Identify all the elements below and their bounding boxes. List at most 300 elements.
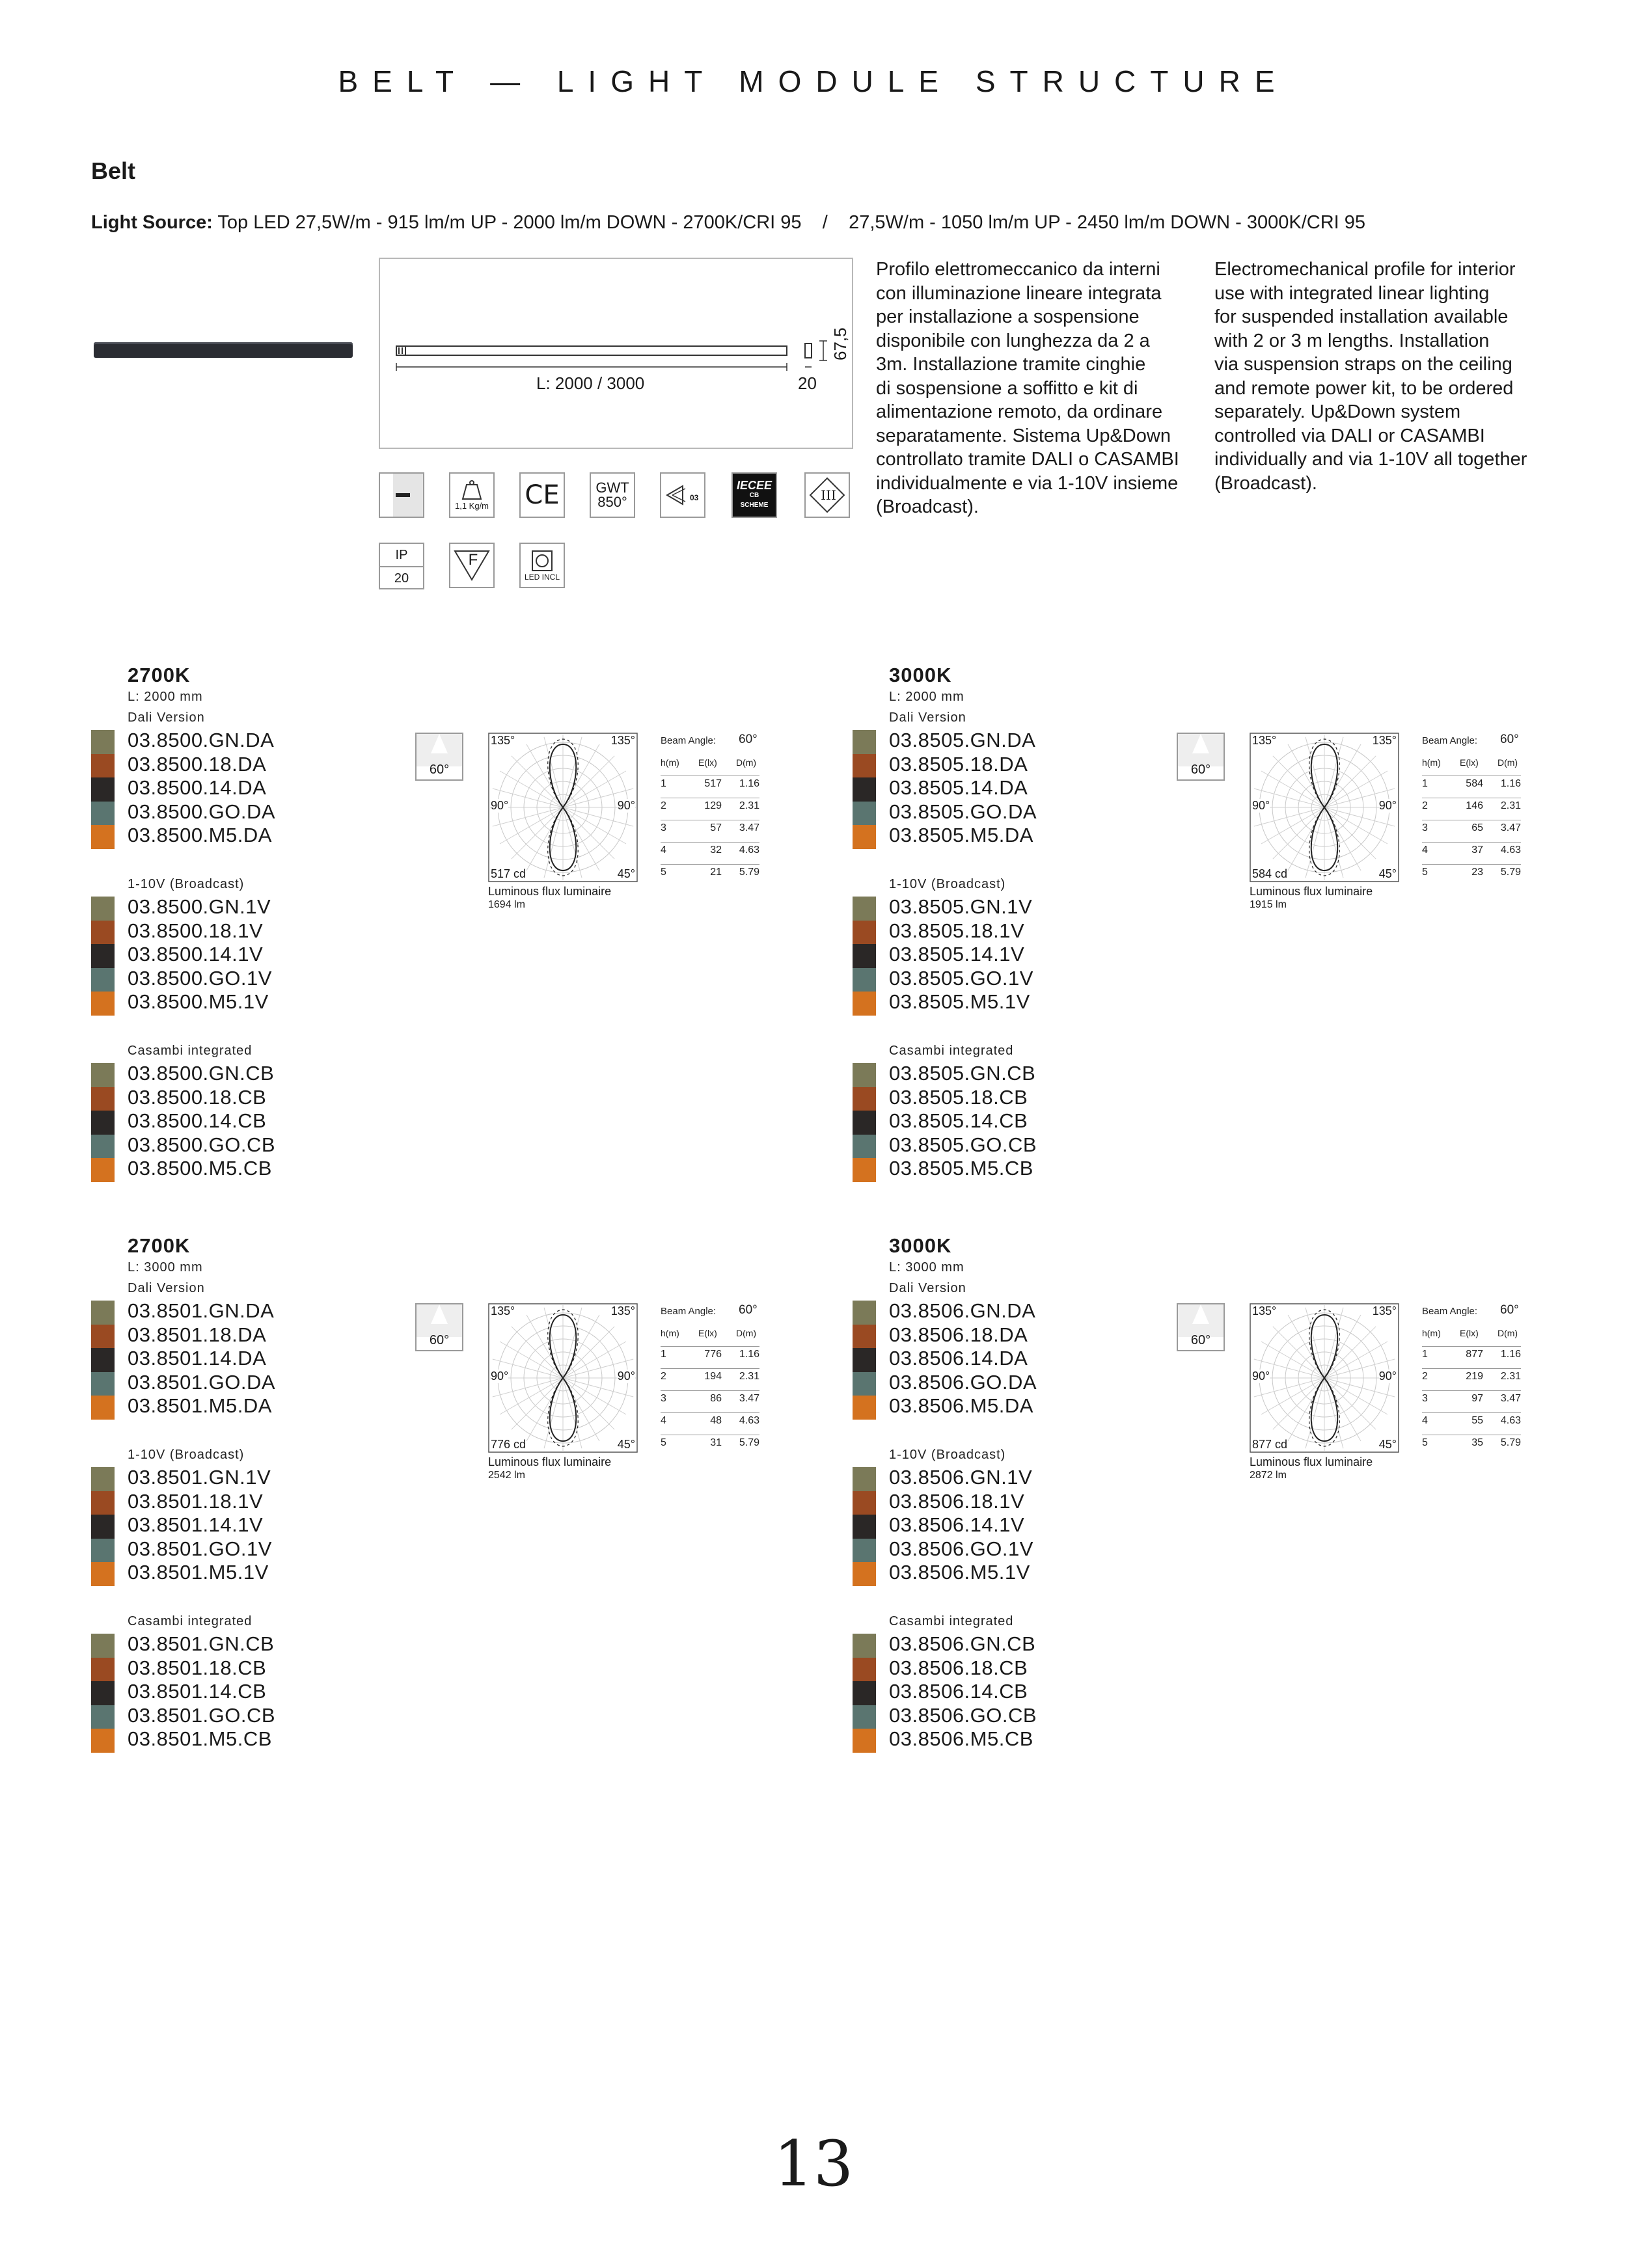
iecee-scheme: SCHEME <box>740 501 769 509</box>
finish-swatch <box>853 921 876 945</box>
drawing-section <box>805 344 812 358</box>
product-code[interactable]: 03.8500.18.CB <box>128 1085 267 1109</box>
finish-swatch <box>853 1158 876 1182</box>
col-e-header: E(lx) <box>1460 757 1479 768</box>
finish-swatch <box>853 1348 876 1372</box>
table-cell-d: 1.16 <box>1500 1349 1521 1360</box>
beam-angle-icon <box>415 1303 463 1351</box>
finish-swatch <box>853 1658 876 1682</box>
finish-swatch <box>853 730 876 754</box>
product-code[interactable]: 03.8500.M5.CB <box>128 1157 272 1180</box>
cct-heading: 3000K <box>889 1234 952 1257</box>
product-code[interactable]: 03.8506.GN.DA <box>889 1299 1036 1322</box>
desc-it-line: 3m. Installazione tramite cinghie <box>876 354 1146 375</box>
beam-angle-icon <box>1177 1303 1225 1351</box>
finish-swatch <box>853 944 876 968</box>
polar-diagram <box>488 1303 638 1453</box>
finish-swatch <box>91 1325 115 1349</box>
finish-swatch <box>853 1087 876 1111</box>
finish-swatch <box>853 1562 876 1586</box>
angle-45: 45° <box>617 867 635 880</box>
table-rule <box>1422 864 1521 865</box>
table-cell-e: 877 <box>1466 1349 1483 1360</box>
finish-swatch <box>91 1372 115 1396</box>
table-cell-d: 2.31 <box>739 800 759 811</box>
table-cell-e: 32 <box>710 844 722 856</box>
table-cell-e: 21 <box>710 867 722 878</box>
finish-swatch <box>91 968 115 992</box>
table-rule <box>1422 1346 1521 1347</box>
product-code[interactable]: 03.8505.M5.DA <box>889 824 1033 846</box>
table-rule <box>1422 1390 1521 1391</box>
finish-swatch <box>91 1705 115 1729</box>
v110-group-label: 1-10V (Broadcast) <box>128 877 245 891</box>
table-cell-h: 2 <box>661 800 666 811</box>
table-cell-h: 1 <box>661 1349 666 1360</box>
table-cell-d: 3.47 <box>1500 1393 1521 1404</box>
col-e-header: E(lx) <box>698 1328 717 1338</box>
product-code[interactable]: 03.8501.M5.1V <box>128 1561 269 1584</box>
illuminance-table <box>1422 1303 1526 1453</box>
finish-swatch <box>91 1063 115 1087</box>
product-code[interactable]: 03.8505.GN.CB <box>889 1062 1036 1085</box>
finish-swatch <box>853 1111 876 1135</box>
finish-swatch <box>91 897 115 921</box>
product-code[interactable]: 03.8505.M5.CB <box>889 1157 1033 1180</box>
table-cell-h: 5 <box>1422 1437 1428 1448</box>
v110-group-label: 1-10V (Broadcast) <box>889 1448 1006 1462</box>
product-code[interactable]: 03.8501.M5.DA <box>128 1394 272 1417</box>
angle-90-left: 90° <box>491 799 509 812</box>
table-cell-e: 219 <box>1466 1371 1483 1382</box>
product-code[interactable]: 03.8506.14.DA <box>889 1347 1028 1370</box>
casambi-group-label: Casambi integrated <box>889 1044 1014 1058</box>
desc-en-line: with 2 or 3 m lengths. Installation <box>1214 330 1490 351</box>
angle-45: 45° <box>617 1438 635 1451</box>
finish-swatch <box>853 1705 876 1729</box>
product-code[interactable]: 03.8506.M5.1V <box>889 1561 1030 1584</box>
finish-swatch <box>91 777 115 802</box>
table-rule <box>661 1368 759 1369</box>
v110-group-label: 1-10V (Broadcast) <box>889 877 1006 891</box>
drawing-length-label: L: 2000 / 3000 <box>536 373 645 393</box>
table-cell-d: 2.31 <box>1500 800 1521 811</box>
table-cell-e: 55 <box>1471 1415 1483 1426</box>
table-cell-e: 517 <box>704 778 722 789</box>
finish-swatch <box>853 1515 876 1539</box>
product-code[interactable]: 03.8501.14.1V <box>128 1513 264 1536</box>
product-profile-image <box>94 342 353 358</box>
beam-angle-icon-label: 60° <box>1190 763 1211 777</box>
light-source-label: Light Source: <box>91 212 213 233</box>
iec-compliance-icon <box>660 472 705 518</box>
finish-swatch <box>91 944 115 968</box>
polar-diagram <box>488 733 638 882</box>
product-code[interactable]: 03.8500.GN.CB <box>128 1062 275 1085</box>
col-e-header: E(lx) <box>698 757 717 768</box>
desc-en-line: for suspended installation available <box>1214 306 1509 327</box>
drawing-profile-outline <box>396 346 787 355</box>
finish-swatch <box>853 1396 876 1420</box>
finish-swatch <box>91 1562 115 1586</box>
col-d-header: D(m) <box>736 757 757 768</box>
product-code[interactable]: 03.8501.GN.CB <box>128 1632 275 1655</box>
table-cell-h: 4 <box>661 844 666 856</box>
product-code[interactable]: 03.8501.GN.1V <box>128 1466 271 1489</box>
table-cell-d: 4.63 <box>1500 1415 1521 1426</box>
product-code[interactable]: 03.8505.M5.1V <box>889 990 1030 1013</box>
gwt-value: 850° <box>597 494 627 510</box>
casambi-group-label: Casambi integrated <box>128 1044 253 1058</box>
iecee-label: IECEE <box>736 478 772 492</box>
table-cell-h: 3 <box>1422 1393 1428 1404</box>
illuminance-table <box>661 1303 765 1453</box>
polar-grid <box>488 733 638 882</box>
dali-group-label: Dali Version <box>889 1281 966 1295</box>
angle-135-left: 135° <box>491 1304 515 1317</box>
dali-group-label: Dali Version <box>128 710 205 725</box>
col-h-header: h(m) <box>661 757 679 768</box>
product-code[interactable]: 03.8505.14.1V <box>889 943 1025 965</box>
col-d-header: D(m) <box>1497 1328 1518 1338</box>
casambi-group-label: Casambi integrated <box>128 1614 253 1628</box>
finish-swatch <box>853 1681 876 1705</box>
candela-value: 517 cd <box>491 867 526 880</box>
table-cell-h: 2 <box>1422 800 1428 811</box>
table-cell-d: 1.16 <box>739 1349 759 1360</box>
table-cell-d: 2.31 <box>1500 1371 1521 1382</box>
desc-en-line: (Broadcast). <box>1214 472 1317 494</box>
weight-icon <box>449 472 495 518</box>
desc-it-line: di sospensione a soffitto e kit di <box>876 377 1138 399</box>
col-h-header: h(m) <box>1422 1328 1441 1338</box>
led-incl-label: LED INCL <box>524 573 560 582</box>
luminous-flux-value: 1694 lm <box>488 899 525 910</box>
product-code[interactable]: 03.8505.GN.1V <box>889 895 1033 918</box>
table-cell-h: 2 <box>661 1371 666 1382</box>
iecee-cb-scheme-icon <box>731 472 777 518</box>
table-cell-e: 194 <box>704 1371 722 1382</box>
finish-swatch <box>853 1325 876 1349</box>
table-cell-e: 86 <box>710 1393 722 1404</box>
product-code[interactable]: 03.8500.14.DA <box>128 776 267 799</box>
cct-heading: 2700K <box>128 664 191 686</box>
table-cell-h: 2 <box>1422 1371 1428 1382</box>
table-cell-h: 4 <box>1422 844 1428 856</box>
beam-angle-icon-label: 60° <box>429 1333 450 1347</box>
polar-grid <box>488 1303 638 1453</box>
angle-45: 45° <box>1378 1438 1397 1451</box>
product-code[interactable]: 03.8506.14.CB <box>889 1680 1028 1703</box>
col-h-header: h(m) <box>1422 757 1441 768</box>
section-title: Belt <box>91 157 136 184</box>
product-code[interactable]: 03.8505.18.CB <box>889 1085 1028 1109</box>
table-cell-e: 776 <box>704 1349 722 1360</box>
product-code[interactable]: 03.8506.18.DA <box>889 1323 1028 1346</box>
finish-swatch <box>853 1729 876 1753</box>
table-rule <box>661 842 759 843</box>
angle-90-right: 90° <box>617 799 635 812</box>
table-cell-d: 4.63 <box>1500 844 1521 856</box>
product-code[interactable]: 03.8500.14.1V <box>128 943 264 965</box>
finish-swatch <box>853 754 876 778</box>
angle-90-right: 90° <box>1378 1370 1397 1383</box>
product-code[interactable]: 03.8501.GN.DA <box>128 1299 275 1322</box>
desc-en-line: Electromechanical profile for interior <box>1214 259 1516 280</box>
finish-swatch <box>91 825 115 849</box>
product-code[interactable]: 03.8501.18.DA <box>128 1323 267 1346</box>
product-code[interactable]: 03.8501.GO.DA <box>128 1370 276 1394</box>
product-code[interactable]: 03.8500.GN.DA <box>128 729 275 751</box>
product-code[interactable]: 03.8506.GO.1V <box>889 1537 1033 1560</box>
product-code[interactable]: 03.8506.GN.CB <box>889 1632 1036 1655</box>
table-rule <box>1422 1412 1521 1413</box>
product-code[interactable]: 03.8500.GO.DA <box>128 800 276 823</box>
beam-angle-icon-label: 60° <box>1190 1333 1211 1347</box>
product-code[interactable]: 03.8501.GO.1V <box>128 1537 272 1560</box>
technical-drawing <box>379 258 853 449</box>
candela-value: 584 cd <box>1252 867 1288 880</box>
f-mark-icon <box>449 543 495 588</box>
table-cell-h: 3 <box>661 822 666 833</box>
product-block <box>853 664 1568 1180</box>
product-code[interactable]: 03.8500.M5.1V <box>128 990 269 1013</box>
product-code[interactable]: 03.8505.18.1V <box>889 919 1025 942</box>
product-code[interactable]: 03.8501.M5.CB <box>128 1727 272 1750</box>
product-code[interactable]: 03.8500.GN.1V <box>128 895 271 918</box>
beam-angle-label: Beam Angle: <box>661 735 717 746</box>
ce-mark-icon: CE <box>519 472 565 518</box>
finish-swatch <box>853 802 876 826</box>
product-code[interactable]: 03.8506.GO.DA <box>889 1370 1037 1394</box>
finish-swatch <box>91 921 115 945</box>
table-cell-d: 3.47 <box>739 822 759 833</box>
candela-value: 877 cd <box>1252 1438 1288 1451</box>
product-code[interactable]: 03.8506.M5.CB <box>889 1727 1033 1750</box>
finish-swatch <box>853 777 876 802</box>
description-english <box>1214 258 1527 495</box>
finish-swatch <box>91 1348 115 1372</box>
luminous-flux-label: Luminous flux luminaire <box>488 885 612 898</box>
ip-value: 20 <box>394 571 409 586</box>
table-cell-d: 4.63 <box>739 844 759 856</box>
product-code[interactable]: 03.8501.GO.CB <box>128 1703 276 1727</box>
product-code[interactable]: 03.8500.18.DA <box>128 752 267 776</box>
product-code[interactable]: 03.8501.14.CB <box>128 1680 267 1703</box>
product-code[interactable]: 03.8506.18.CB <box>889 1656 1028 1679</box>
gwt-icon <box>590 472 635 518</box>
product-code[interactable]: 03.8506.GO.CB <box>889 1703 1037 1727</box>
finish-swatch <box>91 730 115 754</box>
polar-diagram <box>1250 1303 1399 1453</box>
desc-en-line: use with integrated linear lighting <box>1214 282 1490 304</box>
desc-it-line: disponibile con lunghezza da 2 a <box>876 330 1150 351</box>
desc-en-line: via suspension straps on the ceiling <box>1214 354 1512 375</box>
candela-value: 776 cd <box>491 1438 526 1451</box>
class-label: III <box>821 487 836 503</box>
product-code[interactable]: 03.8506.14.1V <box>889 1513 1025 1536</box>
table-cell-d: 5.79 <box>739 1437 759 1448</box>
finish-swatch <box>853 1634 876 1658</box>
product-code[interactable]: 03.8505.14.DA <box>889 776 1028 799</box>
finish-swatch <box>91 1681 115 1705</box>
finish-swatch <box>91 1301 115 1325</box>
angle-90-left: 90° <box>1252 1370 1270 1383</box>
table-cell-h: 1 <box>1422 778 1428 789</box>
table-cell-h: 5 <box>1422 867 1428 878</box>
product-code[interactable]: 03.8506.18.1V <box>889 1489 1025 1513</box>
beam-angle-value: 60° <box>1500 733 1519 746</box>
product-code[interactable]: 03.8500.14.CB <box>128 1109 267 1132</box>
product-code[interactable]: 03.8505.14.CB <box>889 1109 1028 1132</box>
luminous-flux-value: 1915 lm <box>1250 899 1287 910</box>
beam-angle-value: 60° <box>739 733 758 746</box>
finish-swatch <box>853 1467 876 1491</box>
led-included-icon <box>519 543 565 588</box>
product-code[interactable]: 03.8505.GO.1V <box>889 966 1033 990</box>
table-rule <box>661 1390 759 1391</box>
table-cell-d: 1.16 <box>739 778 759 789</box>
finish-swatch <box>91 1158 115 1182</box>
finish-swatch <box>91 1491 115 1515</box>
beam-angle-icon <box>1177 733 1225 781</box>
product-code[interactable]: 03.8500.GO.1V <box>128 966 272 990</box>
beam-angle-label: Beam Angle: <box>1422 1306 1478 1317</box>
table-rule <box>661 864 759 865</box>
table-cell-h: 4 <box>661 1415 666 1426</box>
iecee-cb: CB <box>749 491 759 499</box>
description-italian <box>876 258 1179 519</box>
cct-heading: 2700K <box>128 1234 191 1257</box>
angle-135-right: 135° <box>610 734 635 747</box>
polar-grid <box>1250 1303 1399 1453</box>
table-cell-h: 4 <box>1422 1415 1428 1426</box>
finish-swatch <box>91 1539 115 1563</box>
angle-90-left: 90° <box>1252 799 1270 812</box>
light-source-text: Top LED 27,5W/m - 915 lm/m UP - 2000 lm/m DOWN - 2700K/CRI 95 / 27,5W/m - 1050 lm/m UP - 2450 lm/m DOWN - 3000K/CRI 95 <box>212 212 1366 233</box>
product-code[interactable]: 03.8500.M5.DA <box>128 824 272 846</box>
angle-135-left: 135° <box>1252 1304 1277 1317</box>
product-code[interactable]: 03.8501.14.DA <box>128 1347 267 1370</box>
ip-label: IP <box>380 544 423 567</box>
beam-angle-icon <box>415 733 463 781</box>
dali-group-label: Dali Version <box>128 1281 205 1295</box>
luminous-flux-value: 2542 lm <box>488 1470 525 1481</box>
table-cell-d: 4.63 <box>739 1415 759 1426</box>
gwt-label: GWT <box>595 479 629 496</box>
desc-en-line: controlled via DALI or CASAMBI <box>1214 425 1485 446</box>
table-cell-e: 129 <box>704 800 722 811</box>
product-code[interactable]: 03.8501.18.CB <box>128 1656 267 1679</box>
product-code[interactable]: 03.8505.GO.CB <box>889 1133 1037 1156</box>
desc-it-line: Profilo elettromeccanico da interni <box>876 259 1160 280</box>
class-iii-icon <box>804 472 850 518</box>
length-label: L: 2000 mm <box>128 690 203 704</box>
illuminance-table <box>661 733 765 882</box>
finish-swatch <box>853 1539 876 1563</box>
angle-135-left: 135° <box>1252 734 1277 747</box>
finish-swatch <box>853 1301 876 1325</box>
weight-label: 1,1 Kg/m <box>454 501 489 511</box>
beam-angle-label: Beam Angle: <box>1422 735 1478 746</box>
luminous-flux-label: Luminous flux luminaire <box>1250 885 1373 898</box>
luminous-flux-label: Luminous flux luminaire <box>488 1455 612 1468</box>
finish-swatch <box>853 897 876 921</box>
drawing-endcap <box>396 346 405 355</box>
finish-swatch <box>91 1634 115 1658</box>
beam-angle-icon-label: 60° <box>429 763 450 777</box>
table-cell-h: 1 <box>661 778 666 789</box>
product-code[interactable]: 03.8500.18.1V <box>128 919 264 942</box>
table-cell-h: 3 <box>661 1393 666 1404</box>
table-cell-h: 5 <box>661 867 666 878</box>
product-code[interactable]: 03.8500.GO.CB <box>128 1133 276 1156</box>
product-block <box>853 1234 1568 1750</box>
angle-135-right: 135° <box>1372 734 1397 747</box>
beam-angle-value: 60° <box>1500 1303 1519 1317</box>
table-cell-d: 5.79 <box>1500 1437 1521 1448</box>
desc-en-line: separately. Up&Down system <box>1214 401 1461 422</box>
angle-135-left: 135° <box>491 734 515 747</box>
desc-it-line: (Broadcast). <box>876 496 979 517</box>
polar-grid <box>1250 733 1399 882</box>
polar-diagram <box>1250 733 1399 882</box>
product-code[interactable]: 03.8506.M5.DA <box>889 1394 1033 1417</box>
f-label: F <box>468 551 478 569</box>
product-code[interactable]: 03.8506.GN.1V <box>889 1466 1033 1489</box>
product-code[interactable]: 03.8505.GO.DA <box>889 800 1037 823</box>
table-cell-d: 1.16 <box>1500 778 1521 789</box>
finish-swatch <box>91 802 115 826</box>
col-d-header: D(m) <box>1497 757 1518 768</box>
table-rule <box>1422 1368 1521 1369</box>
drawing-svg <box>380 259 852 448</box>
table-cell-e: 23 <box>1471 867 1483 878</box>
table-cell-d: 3.47 <box>1500 822 1521 833</box>
drawing-width-label: 20 <box>798 373 817 393</box>
product-code[interactable]: 03.8505.GN.DA <box>889 729 1036 751</box>
table-cell-e: 146 <box>1466 800 1483 811</box>
drawing-height-label: 67,5 <box>830 327 850 360</box>
angle-135-right: 135° <box>1372 1304 1397 1317</box>
finish-swatch <box>853 992 876 1016</box>
table-rule <box>661 1346 759 1347</box>
v110-group-label: 1-10V (Broadcast) <box>128 1448 245 1462</box>
suspension-mount-icon <box>379 472 424 518</box>
finish-swatch <box>91 754 115 778</box>
casambi-group-label: Casambi integrated <box>889 1614 1014 1628</box>
col-h-header: h(m) <box>661 1328 679 1338</box>
table-rule <box>1422 842 1521 843</box>
desc-it-line: per installazione a sospensione <box>876 306 1140 327</box>
finish-swatch <box>91 1467 115 1491</box>
table-cell-e: 37 <box>1471 844 1483 856</box>
product-code[interactable]: 03.8501.18.1V <box>128 1489 264 1513</box>
table-cell-h: 5 <box>661 1437 666 1448</box>
page-number: 13 <box>773 2127 854 2200</box>
table-cell-e: 57 <box>710 822 722 833</box>
finish-swatch <box>853 1135 876 1159</box>
desc-en-line: and remote power kit, to be ordered <box>1214 377 1514 399</box>
table-cell-d: 5.79 <box>1500 867 1521 878</box>
beam-angle-label: Beam Angle: <box>661 1306 717 1317</box>
desc-it-line: individualmente e via 1-10V insieme <box>876 472 1179 494</box>
table-cell-e: 48 <box>710 1415 722 1426</box>
product-code[interactable]: 03.8505.18.DA <box>889 752 1028 776</box>
finish-swatch <box>91 1135 115 1159</box>
table-cell-e: 31 <box>710 1437 722 1448</box>
angle-135-right: 135° <box>610 1304 635 1317</box>
